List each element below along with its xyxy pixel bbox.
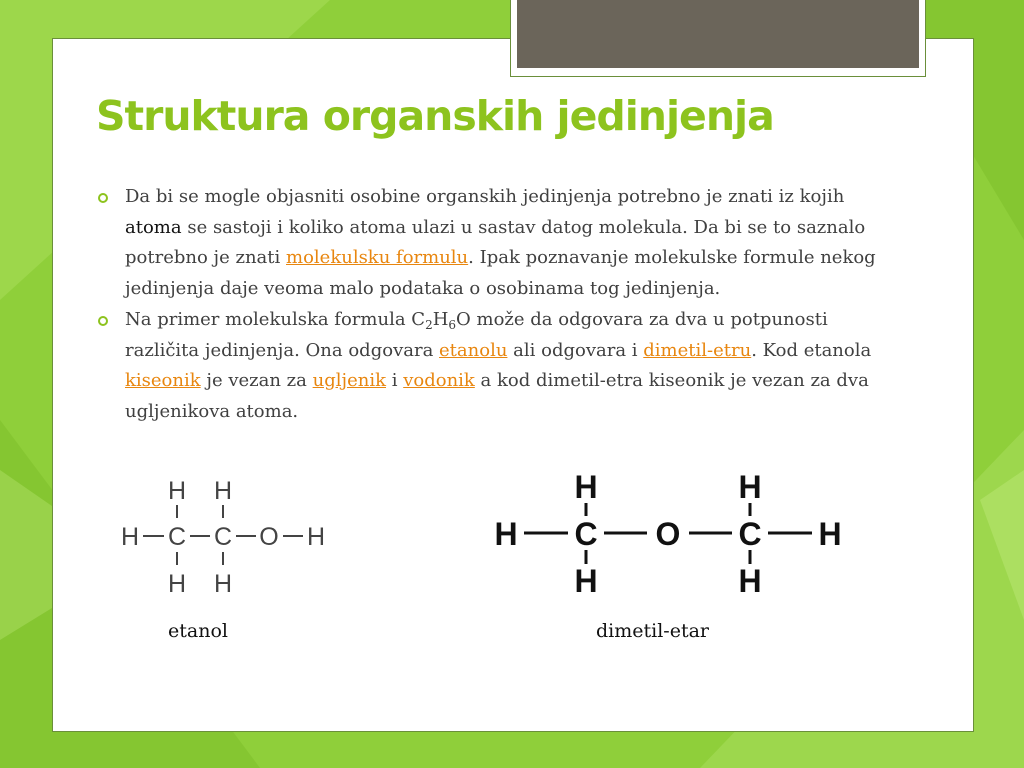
link-kiseonik[interactable]: kiseonik — [125, 370, 201, 391]
atom-h: H — [167, 477, 187, 505]
link-etanol[interactable]: etanolu — [439, 339, 508, 361]
header-photo — [517, 0, 919, 68]
atom-h: H — [213, 477, 233, 505]
text-run: a kod dimetil-etra kiseonik je vezan za dva ugljenikova atoma. — [125, 370, 869, 422]
text-run: H — [432, 309, 449, 330]
header-photo-frame — [510, 0, 926, 77]
atom-o: O — [259, 523, 279, 551]
text-run: se sastoji i koliko atoma ulazi u sastav datog molekula. Da bi se to saznalo potrebno je znati — [125, 216, 866, 268]
ethanol-label: etanol — [168, 620, 228, 642]
text-run: i — [386, 370, 404, 391]
atom-h: H — [213, 570, 233, 598]
dimethyl-ether-structure — [482, 470, 854, 600]
atom-h: H — [818, 516, 842, 552]
subscript: 6 — [448, 318, 457, 332]
atom-c: C — [167, 523, 187, 551]
subscript: 2 — [425, 318, 433, 332]
text-run: O može da odgovara za dva u potpunosti različita jedinjenja. Ona odgovara — [125, 309, 828, 361]
atom-h: H — [306, 523, 326, 551]
bullet-text — [125, 305, 876, 427]
link-vodonik[interactable]: vodonik — [403, 370, 475, 391]
bullet-item — [96, 305, 876, 427]
bullet-ring-icon — [98, 316, 108, 326]
atom-c: C — [738, 516, 762, 552]
ethanol-structure — [112, 474, 342, 600]
atom-h: H — [574, 563, 598, 599]
atom-h: H — [738, 563, 762, 599]
atom-o: O — [655, 516, 681, 552]
text-run: ali odgovara i — [507, 339, 644, 361]
atom-h: H — [120, 523, 140, 551]
text-run: . Kod etanola — [751, 339, 872, 361]
text-run: Na primer molekulska formula C — [125, 309, 426, 330]
text-run: . Ipak poznavanje molekulske formule nekog jedinjenja daje veoma malo podataka o osobinama tog jedinjenja. — [125, 247, 876, 299]
atom-h: H — [167, 570, 187, 598]
term-atoma: atoma — [125, 216, 182, 238]
link-molekulska-formula[interactable]: molekulsku formulu — [286, 247, 469, 268]
link-dimetil-etar[interactable]: dimetil-etru — [643, 339, 752, 361]
atom-c: C — [213, 523, 233, 551]
text-run: Da bi se mogle objasniti osobine organskih jedinjenja potrebno je znati iz kojih — [125, 186, 845, 207]
atom-h: H — [574, 470, 598, 505]
atom-h: H — [738, 470, 762, 505]
atom-c: C — [574, 516, 598, 552]
slide-title: Struktura organskih jedinjenja — [96, 92, 774, 140]
text-run: je vezan za — [200, 370, 313, 391]
bullet-list — [96, 182, 876, 428]
dimethyl-ether-label: dimetil-etar — [596, 620, 709, 642]
bullet-ring-icon — [98, 193, 108, 203]
link-ugljenik[interactable]: ugljenik — [312, 370, 386, 391]
bullet-text — [125, 182, 876, 304]
atom-h: H — [494, 516, 518, 552]
bullet-item — [96, 182, 876, 304]
